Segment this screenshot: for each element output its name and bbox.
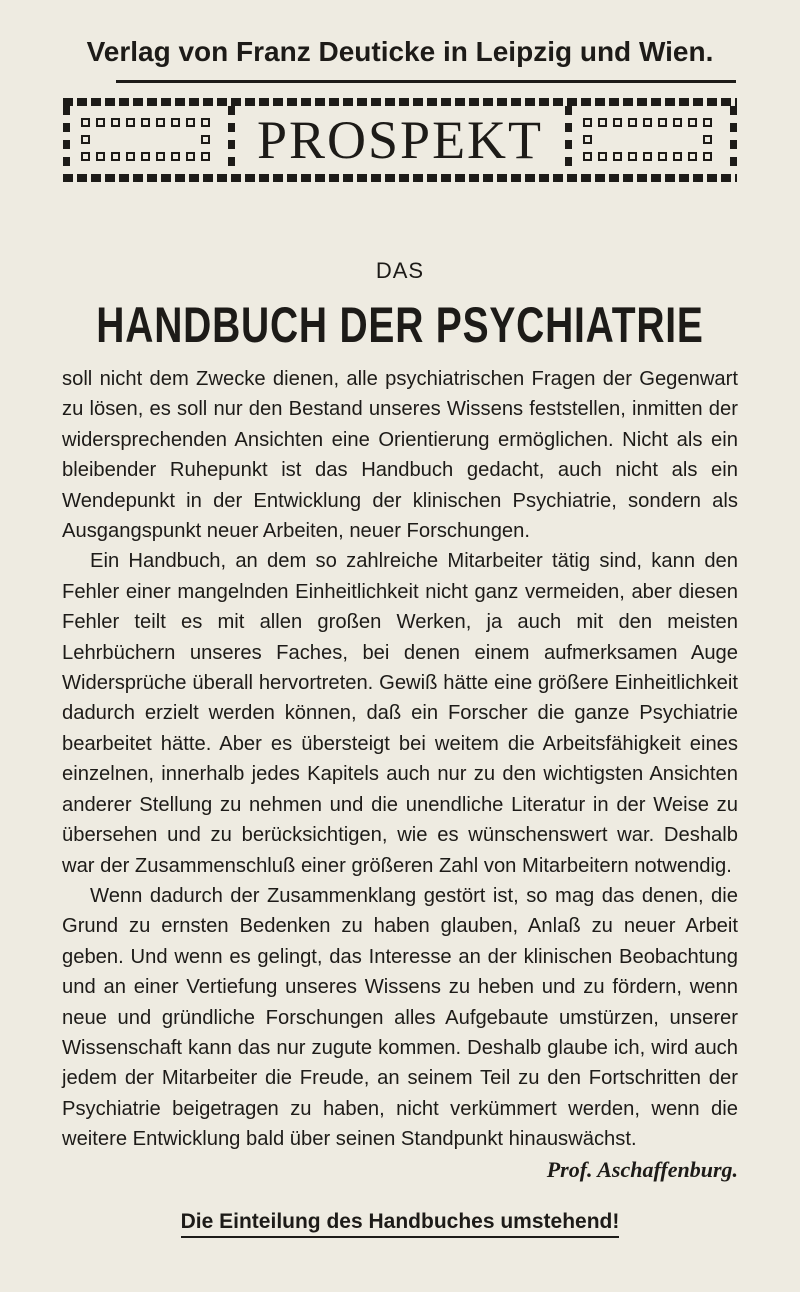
ornament-square (703, 135, 712, 144)
ornament-square (96, 118, 105, 127)
paragraph-1: soll nicht dem Zwecke dienen, alle psychiatrischen Fragen der Gegenwart zu lösen, es soll nur den Bestand unseres Wissens feststellen, inmitten der widersprechenden Ansichten eine Orientierung ermöglichen. Nicht als ein bleibender Ruhepunkt ist das Handbuch gedacht, auch nicht als ein Wendepunkt in der Entwicklung der klinischen Psychiatrie, sondern als Ausgangspunkt neuer Arbeiten, neuer Forschungen. (62, 368, 738, 543)
ornament-square (81, 152, 90, 161)
ornament-square (126, 118, 135, 127)
banner-border-bottom (63, 174, 737, 182)
title-prefix: DAS (375, 258, 425, 283)
ornament-square (201, 118, 210, 127)
ornament-square (141, 152, 150, 161)
ornament-square (186, 118, 195, 127)
ornament-square (688, 152, 697, 161)
ornament-square (673, 152, 682, 161)
ornament-square (688, 118, 697, 127)
ornament-square (171, 152, 180, 161)
ornament-square (583, 118, 592, 127)
book-title: HANDBUCH DER PSYCHIATRIE (96, 297, 704, 353)
prospekt-label: PROSPEKT (256, 110, 544, 170)
ornament-square (156, 152, 165, 161)
ornament-square (598, 152, 607, 161)
footer-note (0, 1210, 800, 1234)
header-rule (116, 80, 736, 83)
footer-note-text: Die Einteilung des Handbuches umstehend! (181, 1210, 620, 1238)
ornament-square (186, 152, 195, 161)
ornament-square (81, 135, 90, 144)
body-text (62, 364, 738, 1185)
ornament-square (126, 152, 135, 161)
banner-divider-right (565, 106, 572, 174)
ornament-square (673, 118, 682, 127)
ornament-square (613, 152, 622, 161)
ornament-square (658, 152, 667, 161)
banner-border-right (730, 106, 737, 174)
ornament-box-grid-left (81, 118, 217, 164)
ornament-box-grid-right (583, 118, 719, 164)
ornament-square (703, 152, 712, 161)
ornament-square (111, 118, 120, 127)
ornament-square (583, 152, 592, 161)
banner-border-top (63, 98, 737, 106)
ornament-square (643, 152, 652, 161)
ornament-square (96, 152, 105, 161)
ornament-square (613, 118, 622, 127)
prospekt-banner (63, 98, 737, 182)
paragraph-2: Ein Handbuch, an dem so zahlreiche Mitarbeiter tätig sind, kann den Fehler einer mangelnden Einheitlichkeit nicht ganz vermeiden, aber diesen Fehler teilt es mit allen großen Werken, ja auch mit den meisten Lehrbüchern unseres Faches, bei denen einem aufmerksamen Auge Widersprüche überall hervortreten. Gewiß hätte eine größere Einheitlichkeit dadurch erzielt werden können, daß ein Forscher die ganze Psychiatrie bearbeitet hätte. Aber es übersteigt bei weitem die Arbeitsfähigkeit eines einzelnen, innerhalb jedes Kapitels auch nur zu den wichtigsten Ansichten anderer Stellung zu nehmen und die unendliche Literatur in der Weise zu übersehen und zu berücksichtigen, wie es wünschenswert war. Deshalb war der Zusammenschluß einer größeren Zahl von Mitarbeitern notwendig. (62, 550, 738, 877)
ornament-square (81, 118, 90, 127)
ornament-square (583, 135, 592, 144)
ornament-square (643, 118, 652, 127)
ornament-square (598, 118, 607, 127)
publisher-line: Verlag von Franz Deuticke in Leipzig und Wien. (86, 36, 714, 67)
ornament-square (156, 118, 165, 127)
ornament-square (111, 152, 120, 161)
ornament-square (703, 118, 712, 127)
signature: Prof. Aschaffenburg. (546, 1156, 738, 1182)
ornament-square (141, 118, 150, 127)
ornament-square (628, 118, 637, 127)
ornament-square (628, 152, 637, 161)
ornament-square (201, 152, 210, 161)
banner-divider-left (228, 106, 235, 174)
ornament-square (171, 118, 180, 127)
ornament-square (201, 135, 210, 144)
ornament-square (658, 118, 667, 127)
paragraph-3: Wenn dadurch der Zusammenklang gestört ist, so mag das denen, die Grund zu ernsten Bedenken zu haben glauben, Anlaß zu neuer Arbeit geben. Und wenn es gelingt, das Interesse an der klinischen Beobachtung und an einer Vertiefung unseres Wissens zu heben und zu fördern, wenn neue und gründliche Forschungen alles Aufgebaute umstürzen, unserer Wissenschaft kann das nur zugute kommen. Deshalb glaube ich, wird auch jedem der Mitarbeiter die Freude, an seinem Teil zu den Fortschritten der Psychiatrie beigetragen zu haben, nicht verkümmert werden, wenn die weitere Entwicklung bald über seinen Standpunkt hinauswächst. (62, 884, 738, 1151)
banner-border-left (63, 106, 70, 174)
